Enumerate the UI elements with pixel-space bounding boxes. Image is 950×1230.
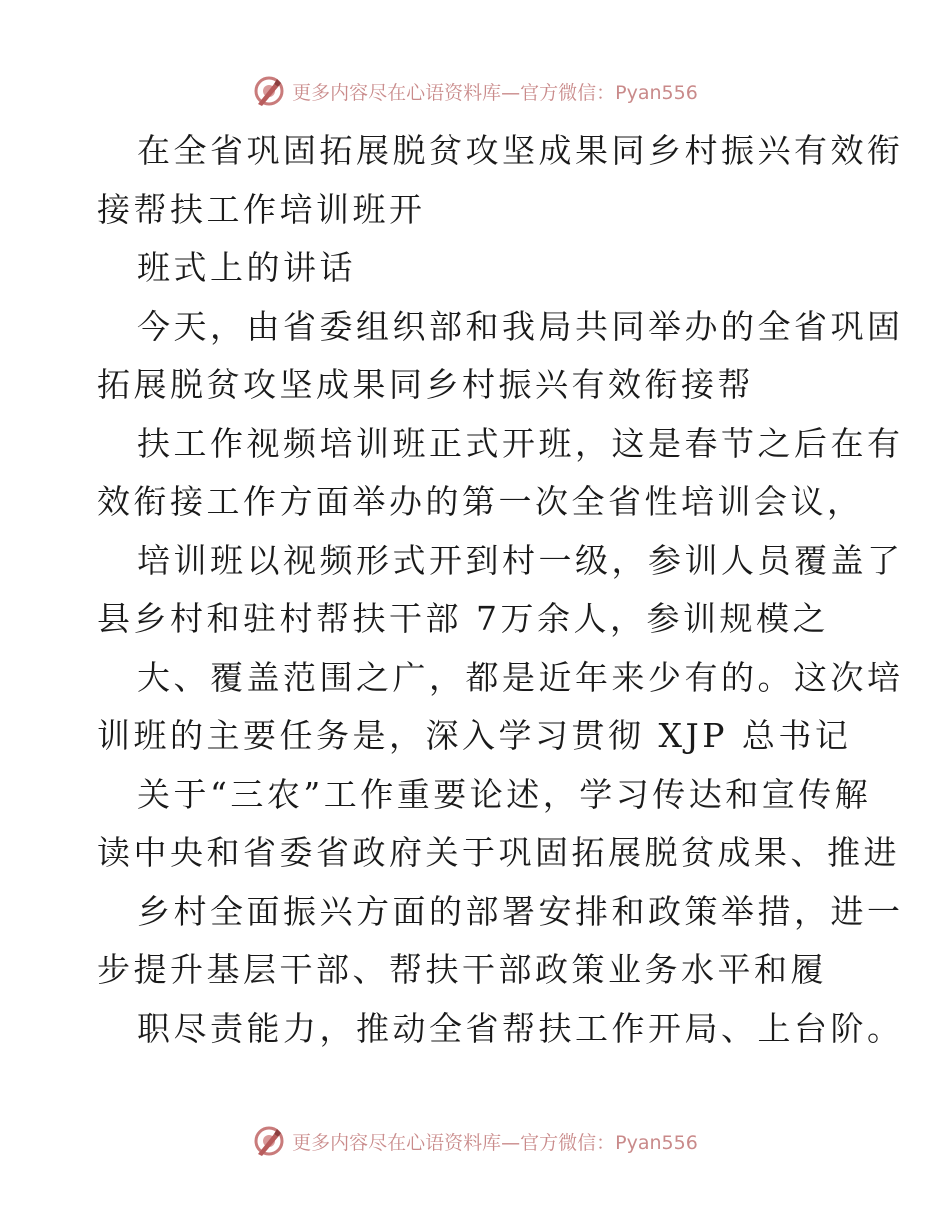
text-line: 在全省巩固拓展脱贫攻坚成果同乡村振兴有效衔 bbox=[137, 131, 904, 170]
watermark-text: 更多内容尽在心语资料库—官方微信：Pyan556 bbox=[292, 81, 698, 104]
text-line: 拓展脱贫攻坚成果同乡村振兴有效衔接帮 bbox=[97, 365, 754, 404]
text-line: 步提升基层干部、帮扶干部政策业务水平和履 bbox=[97, 950, 827, 989]
text-line: 培训班以视频形式开到村一级，参训人员覆盖了 bbox=[137, 540, 904, 580]
text-line: 接帮扶工作培训班开 bbox=[97, 189, 426, 229]
footer-watermark bbox=[0, 1124, 950, 1158]
text-line: 班式上的讲话 bbox=[137, 248, 356, 287]
text-line: 扶工作视频培训班正式开班，这是春节之后在有 bbox=[137, 423, 904, 463]
pen-logo-icon bbox=[252, 74, 286, 108]
document-body bbox=[97, 122, 904, 1058]
header-watermark bbox=[0, 74, 950, 108]
watermark-text: 更多内容尽在心语资料库—官方微信：Pyan556 bbox=[292, 1131, 698, 1154]
text-line: 读中央和省委省政府关于巩固拓展脱贫成果、推进 bbox=[97, 833, 900, 872]
pen-logo-icon bbox=[252, 1124, 286, 1158]
text-line: 乡村全面振兴方面的部署安排和政策举措，进一 bbox=[137, 891, 904, 931]
text-line: 职尽责能力，推动全省帮扶工作开局、上台阶。 bbox=[137, 1008, 904, 1048]
text-line: 训班的主要任务是，深入学习贯彻 XJP 总书记 bbox=[97, 716, 852, 755]
text-line: 今天，由省委组织部和我局共同举办的全省巩固 bbox=[137, 306, 904, 346]
text-line: 县乡村和驻村帮扶干部 7万余人，参训规模之 bbox=[97, 599, 829, 638]
text-line: 大、覆盖范围之广，都是近年来少有的。这次培 bbox=[137, 657, 904, 697]
text-line: 效衔接工作方面举办的第一次全省性培训会议， bbox=[97, 482, 864, 521]
text-line: 关于“三农”工作重要论述，学习传达和宣传解 bbox=[137, 774, 872, 814]
